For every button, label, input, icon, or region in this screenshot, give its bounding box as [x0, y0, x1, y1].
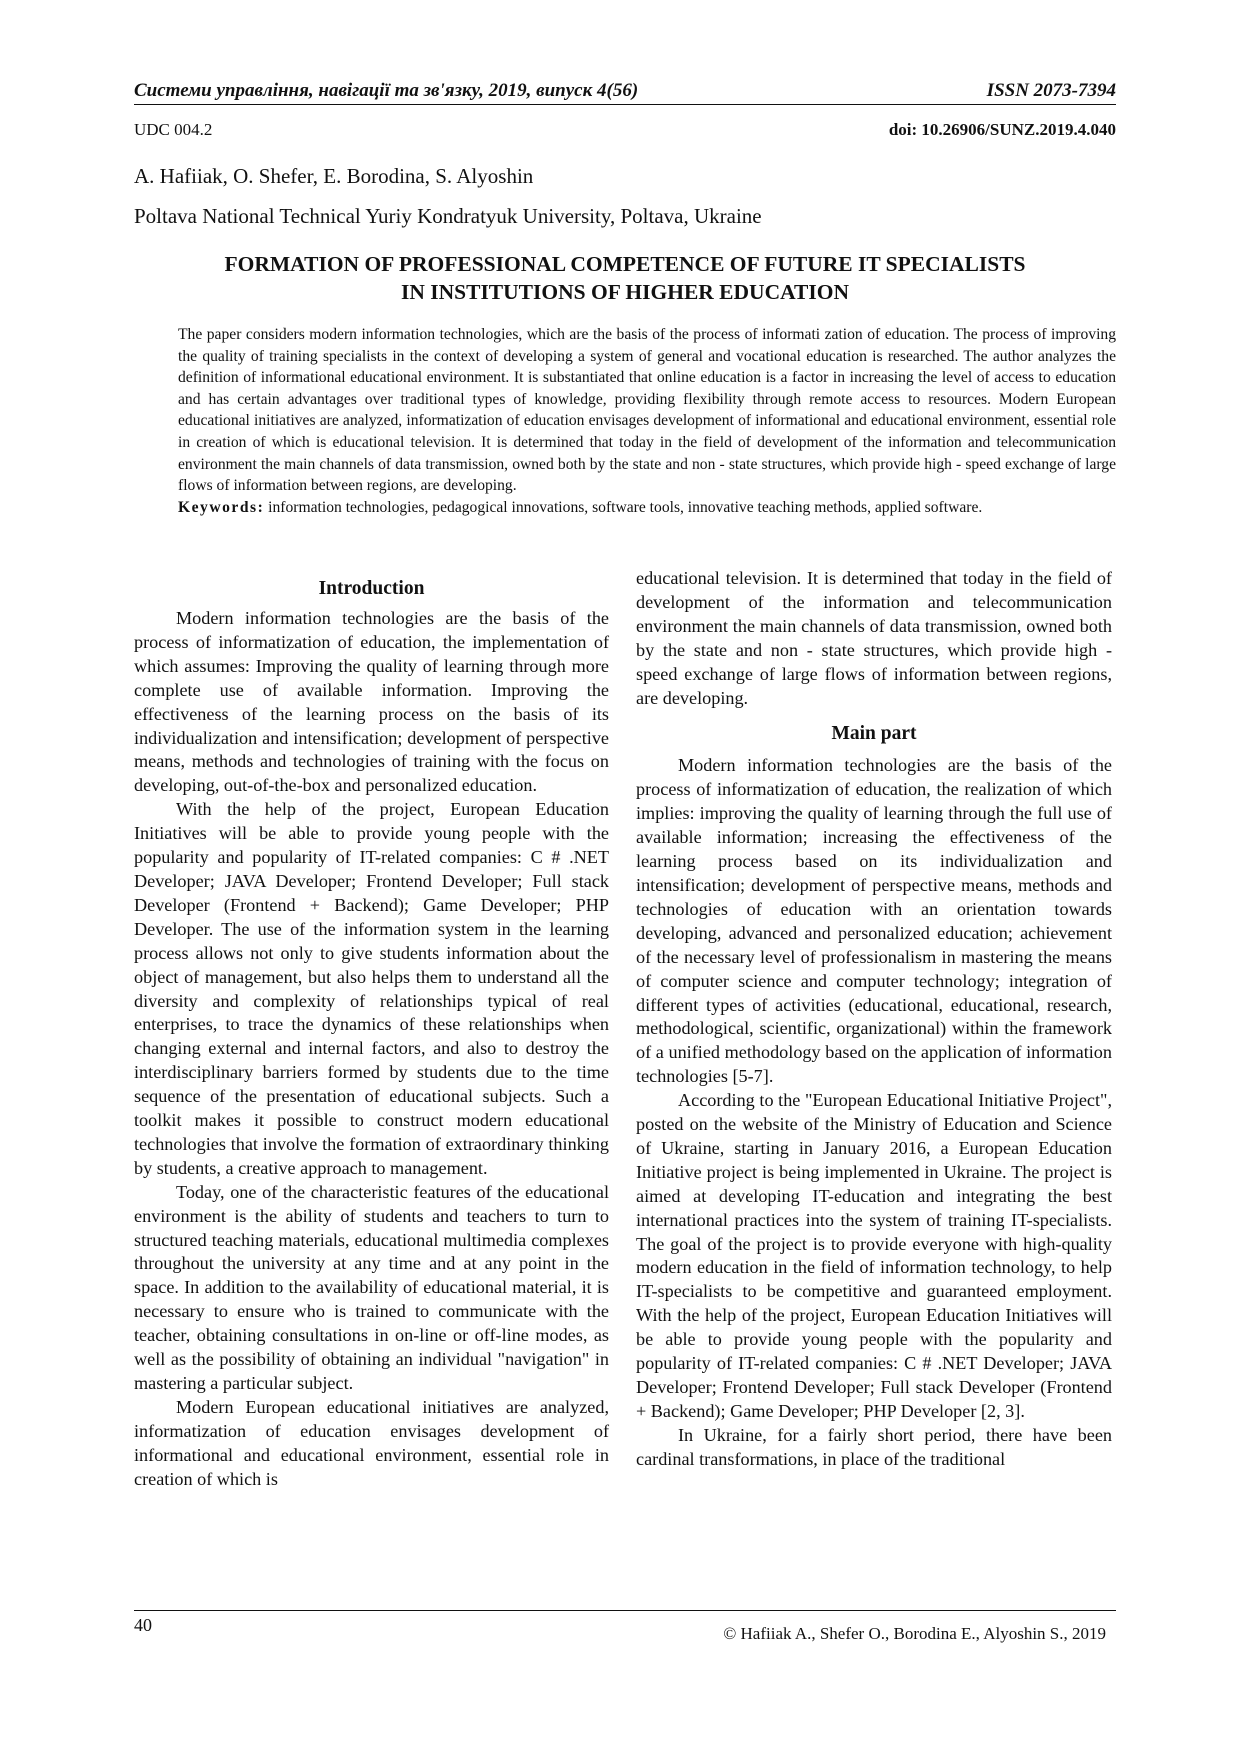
doi: doi: 10.26906/SUNZ.2019.4.040: [888, 120, 1116, 139]
paragraph: With the help of the project, European Education Initiatives will be able to provide young people with the popularity and popularity of IT-related companies: C # .NET Developer; JAVA Developer; Frontend Developer; Full stack Developer (Frontend + Backend); Game Developer; PHP Developer. The use of the information system in the learning process allows not only to give students information about the object of management, but also helps them to understand all the diversity and complexity of relationships typical of real enterprises, to trace the dynamics of these relationships when changing external and internal factors, and also to destroy the interdisciplinary barriers formed by students due to the time sequence of the presentation of educational subjects. Such a toolkit makes it possible to construct modern educational technologies that involve the formation of extraordinary thinking by students, a creative approach to management.: [134, 799, 609, 1178]
affiliation: Poltava National Technical Yuriy Kondratyuk University, Poltava, Ukraine: [134, 204, 762, 228]
udc-code: UDC 004.2: [134, 120, 213, 139]
page-number: 40: [134, 1615, 152, 1635]
paragraph: Today, one of the characteristic features of the educational environment is the ability of students and teachers to turn to structured teaching materials, educational multimedia complexes throughout the university at any time and at any point in the space. In addition to the availability of educational material, it is necessary to ensure who is trained to communicate with the teacher, obtaining consultations in on-line or off-line modes, as well as the possibility of obtaining an individual "navigation" in mastering a particular subject.: [134, 1181, 609, 1393]
paper-title-line-1: FORMATION OF PROFESSIONAL COMPETENCE OF FUTURE IT SPECIALISTS: [224, 252, 1026, 276]
paragraph: In Ukraine, for a fairly short period, there have been cardinal transformations, in place of the traditional: [636, 1424, 1112, 1469]
paragraph: Modern information technologies are the basis of the process of informatization of education, the implementation of which assumes: Improving the quality of learning through more complete use of available information. Improving the effectiveness of the learning process on the basis of its individualization and intensification; development of perspective means, methods and technologies of training with the focus on developing, out-of-the-box and personalized education.: [134, 608, 609, 796]
copyright: © Hafiiak A., Shefer O., Borodina E., Alyoshin S., 2019: [723, 1624, 1106, 1643]
paragraph-continuation: educational television. It is determined that today in the field of development of the information and telecommunication environment the main channels of data transmission, owned both by the state and non - state structures, which provide high - speed exchange of large flows of information between regions, are developing.: [636, 568, 1112, 708]
paragraph: According to the "European Educational Initiative Project", posted on the website of the Ministry of Education and Science of Ukraine, starting in January 2016, a European Education Initiative project is being implemented in Ukraine. The project is aimed at developing IT-education and integrating the best international practices into the system of training IT-specialists. The goal of the project is to provide everyone with high-quality modern education in the field of information technology, to help IT-specialists to be competitive and guaranteed employment. With the help of the project, European Education Initiatives will be able to provide young people with the popularity and popularity of IT-related companies: C # .NET Developer; JAVA Developer; Frontend Developer; Full stack Developer (Frontend + Backend); Game Developer; PHP Developer [2, 3].: [636, 1090, 1112, 1421]
authors: A. Hafiiak, O. Shefer, E. Borodina, S. Alyoshin: [134, 164, 534, 188]
section-heading-main-part: Main part: [831, 723, 917, 745]
abstract: [178, 324, 1116, 518]
paper-title-line-2: IN INSTITUTIONS OF HIGHER EDUCATION: [400, 280, 849, 304]
keywords-label: Keywords:: [178, 498, 265, 516]
right-column: [636, 567, 1112, 1472]
left-column: [134, 577, 609, 1492]
issn: ISSN 2073-7394: [986, 80, 1116, 101]
footer-rule: [134, 1610, 1116, 1611]
keywords-text: information technologies, pedagogical innovations, software tools, innovative teaching methods, applied software.: [268, 498, 983, 516]
paragraph: Modern European educational initiatives are analyzed, informatization of education envisages development of informational and educational environment, essential role in creation of which is: [134, 1396, 609, 1489]
paragraph: Modern information technologies are the basis of the process of informatization of education, the realization of which implies: improving the quality of learning through the full use of available information; increasing the effectiveness of the learning process based on its individualization and intensification; development of perspective means, methods and technologies of education with an orientation towards developing, advanced and personalized education; achievement of the necessary level of professionalism in mastering the means of computer science and computer technology; integration of different types of activities (educational, educational, research, methodological, scientific, organizational) within the framework of a unified methodology based on the application of information technologies [5-7].: [636, 755, 1112, 1087]
paper-title: [134, 250, 1116, 306]
header-rule: [134, 104, 1116, 105]
keywords: [178, 497, 1116, 519]
abstract-text: The paper considers modern information technologies, which are the basis of the process of informati zation of education. The process of improving the quality of training specialists in the context of developing a system of general and vocational education is researched. The author analyzes the definition of informational educational environment. It is substantiated that online education is a factor in increasing the level of access to education and has certain advantages over traditional types of knowledge, providing flexibility through remote access to resources. Modern European educational initiatives are analyzed, informatization of education envisages development of informational and educational environment, essential role in creation of which is educational television. It is determined that today in the field of development of the information and telecommunication environment the main channels of data transmission, owned both by the state and non - state structures, which provide high - speed exchange of large flows of information between regions, are developing.: [178, 326, 1116, 495]
section-heading-introduction: Introduction: [318, 578, 425, 599]
journal-title: Системи управління, навігації та зв'язку, 2019, випуск 4(56): [134, 80, 639, 101]
